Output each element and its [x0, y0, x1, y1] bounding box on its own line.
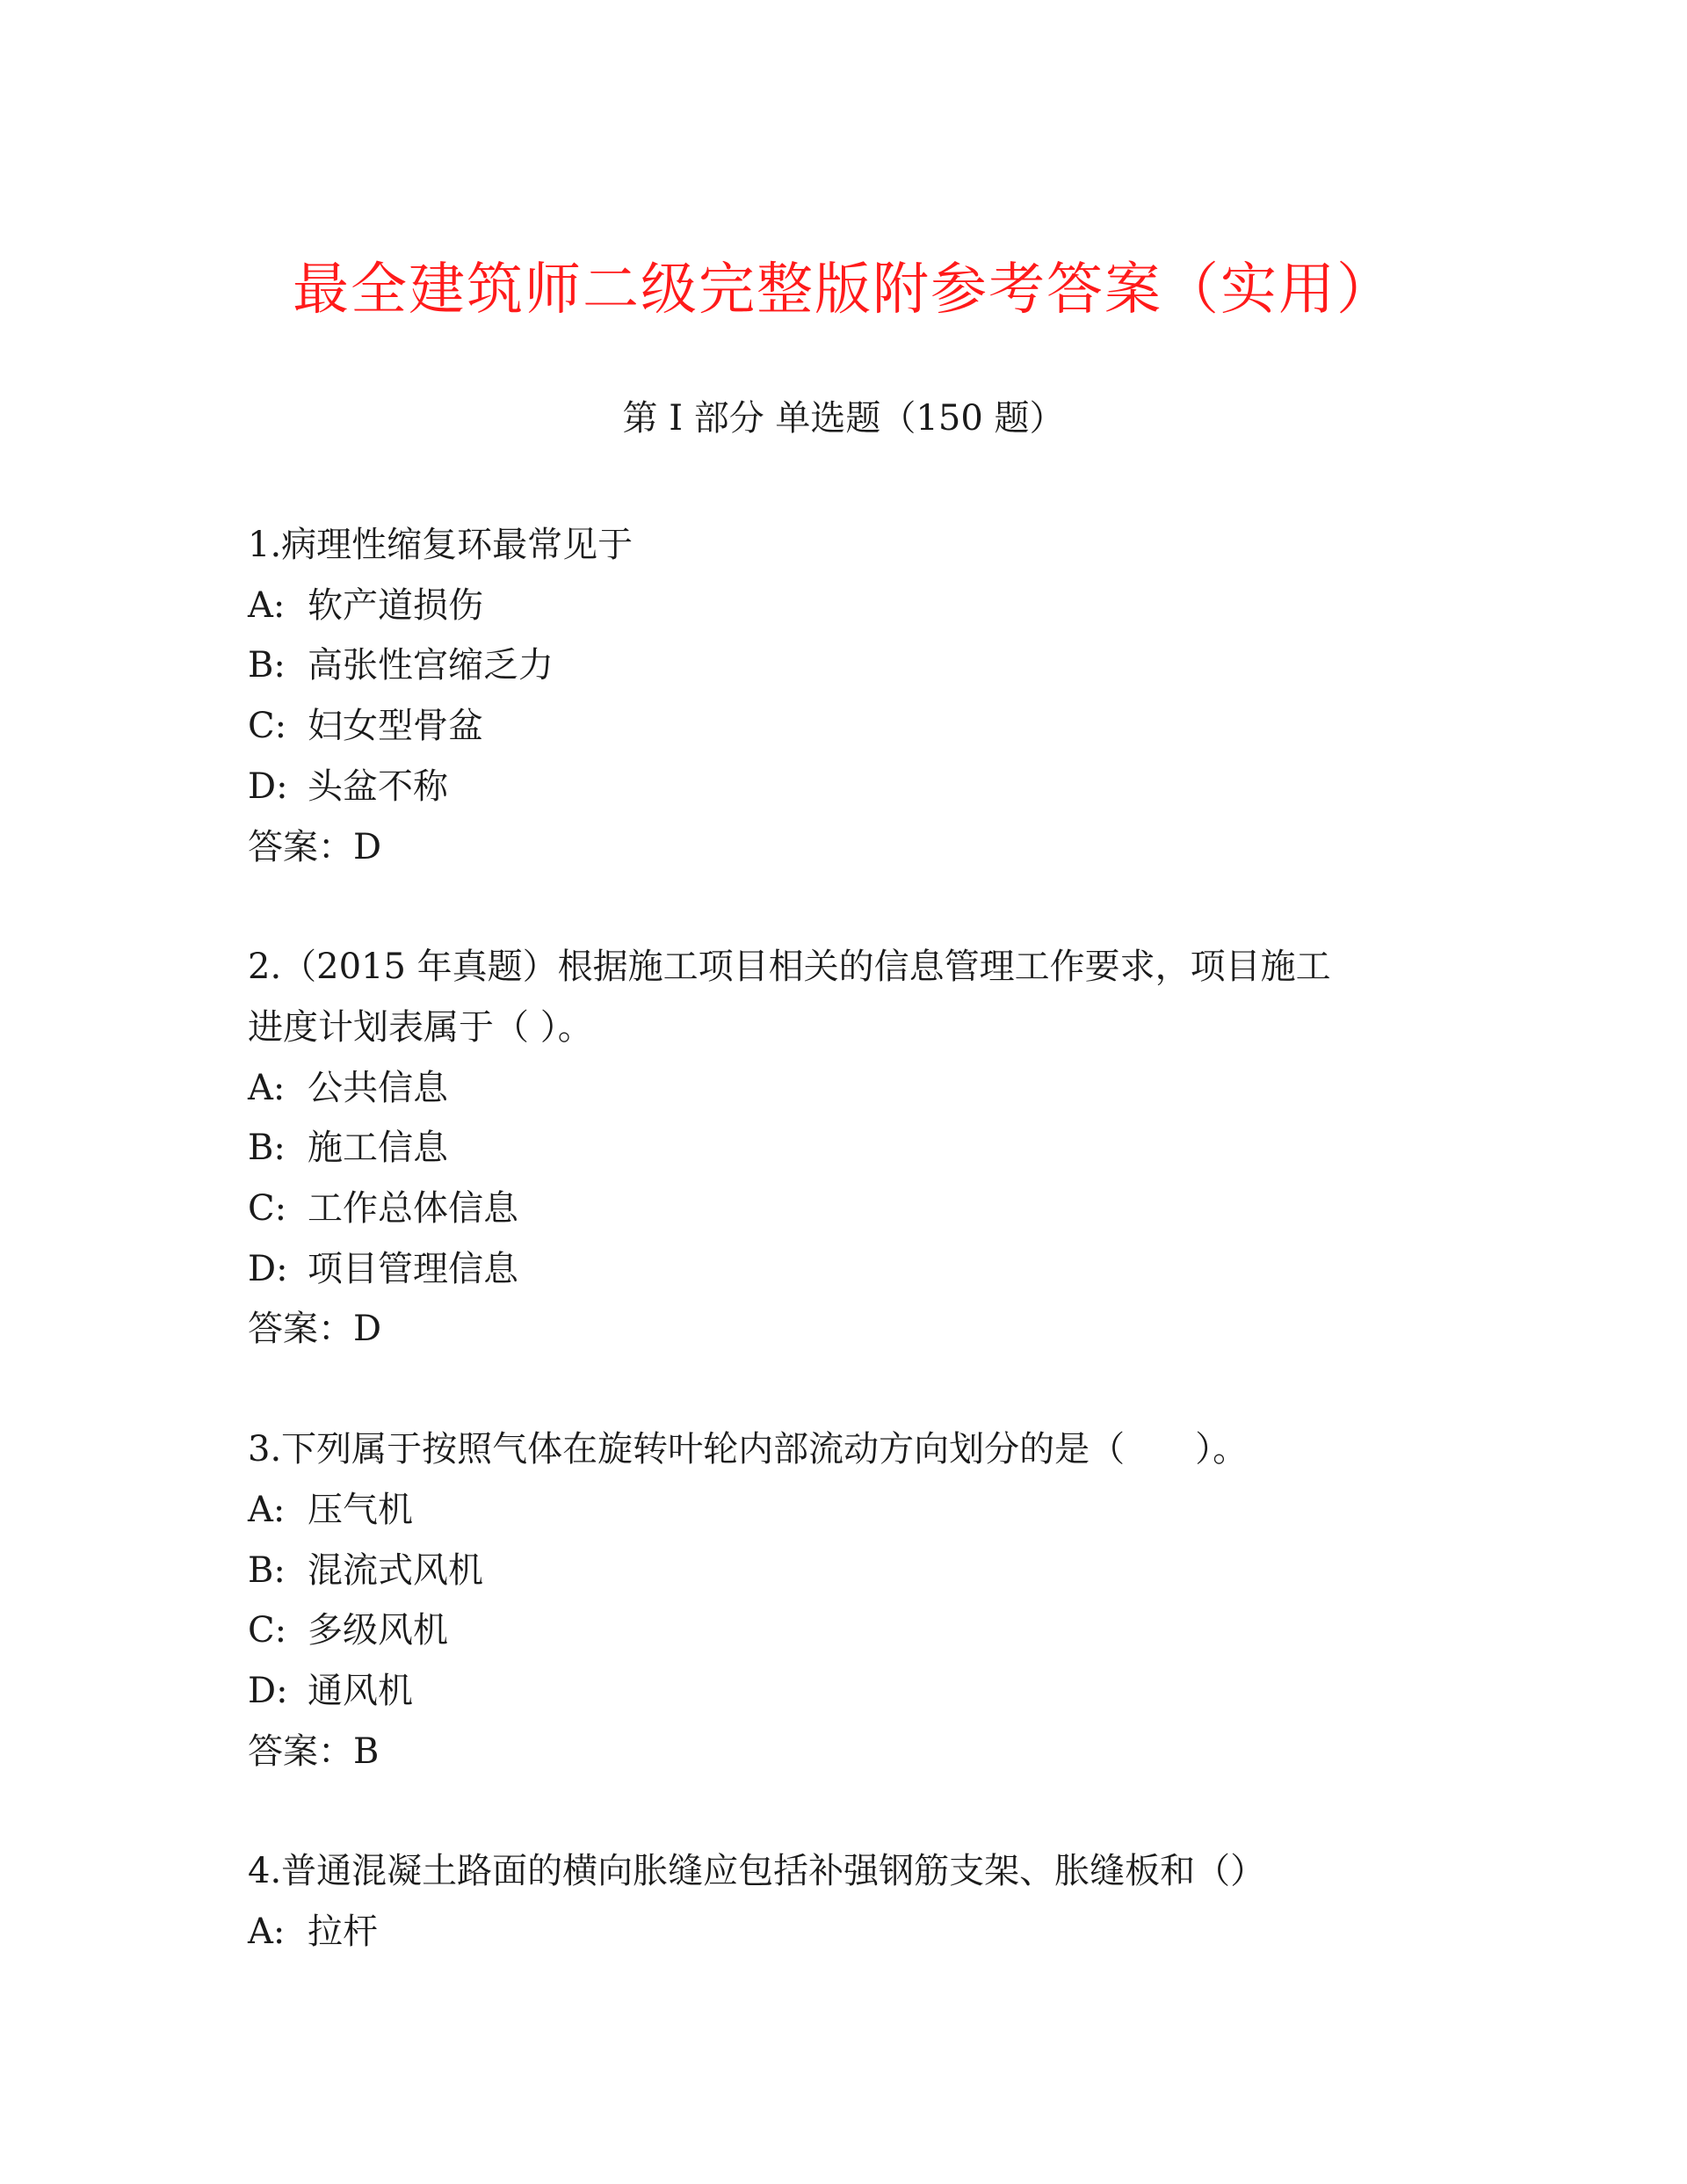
option-letter: A: — [248, 1067, 286, 1108]
question-stem: 4.普通混凝土路面的横向胀缝应包括补强钢筋支架、胀缝板和（） — [248, 1851, 1266, 1892]
option-d — [248, 1661, 1425, 1722]
option-text: 项目管理信息 — [308, 1248, 518, 1289]
option-d — [248, 1239, 1425, 1300]
answer-line — [248, 1299, 1425, 1360]
option-text: 拉杆 — [308, 1912, 378, 1953]
question-stem: 1.病理性缩复环最常见于 — [248, 525, 634, 565]
question-2 — [248, 937, 1425, 1360]
option-c — [248, 1179, 1425, 1239]
option-letter: C: — [248, 1188, 287, 1230]
option-letter: B: — [248, 645, 286, 686]
option-a — [248, 1902, 1425, 1963]
option-text: 通风机 — [308, 1670, 413, 1711]
option-text: 公共信息 — [308, 1067, 448, 1108]
option-letter: B: — [248, 1128, 286, 1169]
option-letter: C: — [248, 706, 287, 747]
answer-line — [248, 817, 1425, 878]
option-text: 多级风机 — [308, 1610, 448, 1651]
option-a — [248, 1480, 1425, 1541]
question-3 — [248, 1419, 1425, 1781]
option-letter: D: — [248, 1248, 288, 1289]
option-text: 工作总体信息 — [308, 1188, 518, 1230]
question-stem: 2.（2015 年真题）根据施工项目相关的信息管理工作要求，项目施工 — [248, 947, 1331, 988]
option-letter: A: — [248, 1912, 286, 1953]
option-text: 头盆不称 — [308, 765, 448, 807]
answer-value: B — [353, 1731, 380, 1772]
option-letter: D: — [248, 765, 288, 807]
answer-value: D — [353, 826, 382, 867]
option-c — [248, 696, 1425, 757]
option-letter: B: — [248, 1549, 286, 1591]
option-text: 施工信息 — [308, 1128, 448, 1169]
answer-label: 答案： — [248, 1731, 353, 1772]
section-title: 第 I 部分 单选题（150 题） — [622, 398, 1065, 439]
option-a — [248, 576, 1425, 636]
question-stem: 3.下列属于按照气体在旋转叶轮内部流动方向划分的是（ ）。 — [248, 1429, 1249, 1470]
question-4 — [248, 1841, 1425, 1962]
answer-line — [248, 1722, 1425, 1782]
question-list — [248, 515, 1425, 2022]
answer-label: 答案： — [248, 826, 353, 867]
option-a — [248, 1058, 1425, 1119]
option-text: 妇女型骨盆 — [308, 706, 483, 747]
option-d — [248, 757, 1425, 817]
option-b — [248, 1118, 1425, 1179]
option-b — [248, 635, 1425, 696]
option-letter: D: — [248, 1670, 288, 1711]
option-letter: C: — [248, 1610, 287, 1651]
option-text: 压气机 — [308, 1489, 413, 1530]
option-text: 高张性宫缩乏力 — [308, 645, 554, 686]
option-b — [248, 1541, 1425, 1601]
option-letter: A: — [248, 1489, 286, 1530]
question-1 — [248, 515, 1425, 877]
option-text: 软产道损伤 — [308, 584, 483, 626]
option-letter: A: — [248, 584, 286, 626]
document-title: 最全建筑师二级完整版附参考答案（实用） — [293, 258, 1394, 323]
option-c — [248, 1600, 1425, 1661]
question-stem-continued: 进度计划表属于（ ）。 — [248, 1006, 593, 1048]
option-text: 混流式风机 — [308, 1549, 483, 1591]
answer-value: D — [353, 1309, 382, 1350]
answer-label: 答案： — [248, 1309, 353, 1350]
